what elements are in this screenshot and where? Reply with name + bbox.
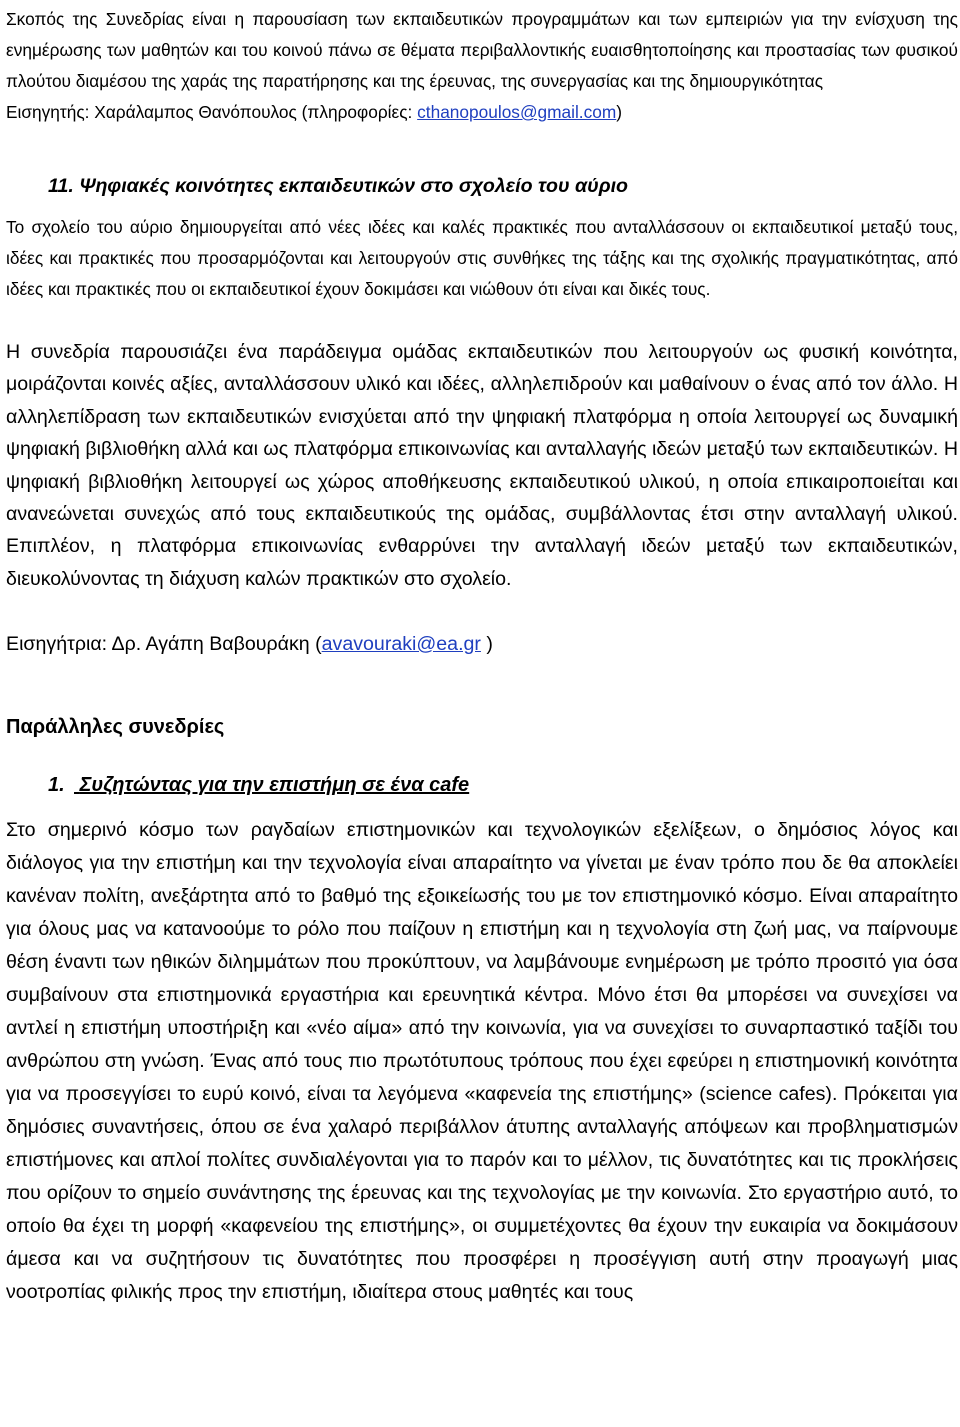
parallel-item-1-text: Στο σημερινό κόσμο των ραγδαίων επιστημονικών και τεχνολογικών εξελίξεων, ο δημόσιος λόγος και διάλογος για την επιστήμη και την τεχνολογία είναι απαραίτητο να γίνεται με έναν τρόπο που δε θα αποκλείει κανέναν πολίτη, ανεξάρτητα από το βαθμό της εξοικείωσής του με τον επιστημονικό κόσμο. Είναι απαραίτητο για όλους μας να κατανοούμε το ρόλο που παίζουν η επιστήμη και η τεχνολογία στη ζωή μας, να παίρνουμε θέση έναντι των ηθικών διλημμάτων που προκύπτουν, να λαμβάνουμε ενημέρωση με τρόπο προσιτό για όσα συμβαίνουν στα επιστημονικά εργαστήρια και ερευνητικά κέντρα. Μόνο έτσι θα μπορέσει να συνεχίσει να αντλεί η επιστήμη υποστήριξη και «νέο αίμα» από την κοινωνία, για να συνεχίσει το συναρπαστικό ταξίδι του ανθρώπου στη γνώση. Ένας από τους πιο πρωτότυπους τρόπους που έχει εφεύρει η επιστημονική κοινότητα για να προσεγγίσει το ευρύ κοινό, είναι τα λεγόμενα «καφενεία της επιστήμης» (science cafes). Πρόκειται για δημόσιες συναντήσεις, όπου σε ένα χαλαρό περιβάλλον άτυπης ανταλλαγής απόψεων και προβληματισμών επιστήμονες και απλοί πολίτες συνδιαλέγονται για το παρόν και το μέλλον, τις δυνατότητες και τις προκλήσεις που ορίζουν το σημείο συνάντησης της έρευνας και της τεχνολογίας με την κοινωνία. Στο εργαστήριο αυτό, το οποίο θα έχει τη μορφή «καφενείου της επιστήμης», οι συμμετέχοντες θα έχουν την ευκαιρία να δοκιμάσουν άμεσα και να συζητήσουν τις δυνατότητες που προσφέρει η προσέγγιση αυτή στην προαγωγή μιας νοοτροπίας φιλικής προς την επιστήμη, ιδιαίτερα στους μαθητές και τους: [6, 819, 958, 1303]
session-11-text-1: Το σχολείο του αύριο δημιουργείται από νέες ιδέες και καλές πρακτικές που ανταλλάσσουν οι εκπαιδευτικοί μεταξύ τους, ιδέες και πρακτικές που προσαρμόζονται και λειτουργούν στις συνθήκες της τάξης και της σχολικής πραγματικότητας, από ιδέες και πρακτικές που οι εκπαιδευτικοί έχουν δοκιμάσει και νιώθουν ότι είναι και δικές τους.: [6, 217, 958, 299]
session-11-lecturer-label: Εισηγήτρια: Δρ. Αγάπη Βαβουράκη (: [6, 633, 322, 655]
session-intro: [6, 4, 958, 128]
parallel-item-1-heading: [48, 774, 469, 797]
session-11-lecturer-line: [6, 628, 493, 660]
session-purpose-paragraph: Σκοπός της Συνεδρίας είναι η παρουσίαση των εκπαιδευτικών προγραμμάτων και των εμπειριών για την ενίσχυση της ενημέρωσης των μαθητών και του κοινού πάνω σε θέματα περιβαλλοντικής ευαισθητοποίησης και προστασίας των φυσικού πλούτου διαμέσου της χαράς της παρατήρησης και της έρευνας, της συνεργασίας και της δημιουργικότητας: [6, 9, 958, 91]
lecturer-suffix: ): [616, 102, 623, 122]
lecturer-line: [6, 97, 958, 128]
session-11-paragraph-2: [6, 336, 958, 595]
session-11-heading: 11. Ψηφιακές κοινότητες εκπαιδευτικών στο σχολείο του αύριο: [48, 175, 628, 197]
parallel-sessions-heading: Παράλληλες συνεδρίες: [6, 716, 225, 738]
session-11-paragraph-1: [6, 212, 958, 305]
session-11-lecturer-email-link[interactable]: avavouraki@ea.gr: [321, 633, 481, 655]
lecturer-email-link[interactable]: cthanopoulos@gmail.com: [417, 102, 617, 122]
session-11-lecturer-suffix: ): [480, 633, 493, 655]
parallel-item-1-body: [6, 814, 958, 1309]
session-11-text-2: Η συνεδρία παρουσιάζει ένα παράδειγμα ομάδας εκπαιδευτικών που λειτουργούν ως φυσική κοινότητα, μοιράζονται κοινές αξίες, ανταλλάσσουν υλικό και ιδέες, αλληλεπιδρούν και μαθαίνουν ο ένας από τον άλλο. Η αλληλεπίδραση των εκπαιδευτικών ενισχύεται από την ψηφιακή πλατφόρμα η οποία λειτουργεί ως δυναμική ψηφιακή βιβλιοθήκη αλλά και ως πλατφόρμα επικοινωνίας και ανταλλαγής ιδεών μεταξύ των εκπαιδευτικών. Η ψηφιακή βιβλιοθήκη λειτουργεί ως χώρος αποθήκευσης εκπαιδευτικού υλικού, η οποία επικαιροποιείται και ανανεώνεται συνεχώς από τους εκπαιδευτικούς της ομάδας, συμβάλλοντας έτσι στην ανταλλαγή υλικού. Επιπλέον, η πλατφόρμα επικοινωνίας ενθαρρύνει την ανταλλαγή ιδεών μεταξύ των εκπαιδευτικών, διευκολύνοντας τη διάχυση καλών πρακτικών στο σχολείο.: [6, 341, 958, 590]
parallel-item-1-title: Συζητώντας για την επιστήμη σε ένα cafe: [79, 774, 470, 796]
lecturer-label: Εισηγητής: Χαράλαμπος Θανόπουλος (πληροφορίες:: [6, 102, 418, 122]
parallel-item-1-number: 1.: [48, 774, 65, 796]
